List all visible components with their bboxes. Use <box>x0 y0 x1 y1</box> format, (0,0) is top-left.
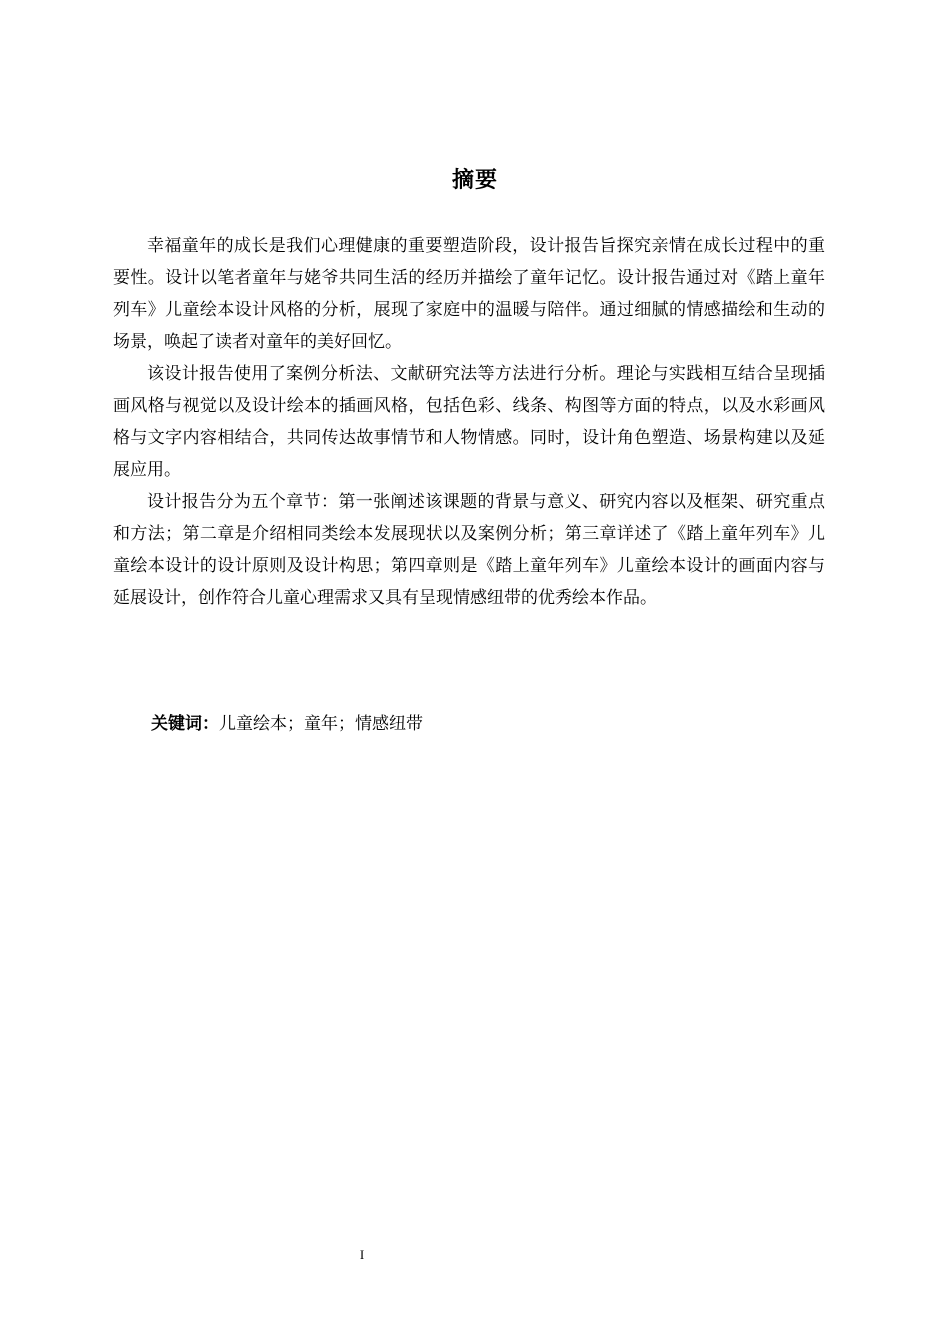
keywords-value: 儿童绘本；童年；情感纽带 <box>219 714 423 734</box>
keywords-line <box>151 709 423 739</box>
abstract-paragraph-2: 该设计报告使用了案例分析法、文献研究法等方法进行分析。理论与实践相互结合呈现插画风格与视觉以及设计绘本的插画风格，包括色彩、线条、构图等方面的特点，以及水彩画风格与文字内容相结合，共同传达故事情节和人物情感。同时，设计角色塑造、场景构建以及延展应用。 <box>113 364 825 480</box>
abstract-paragraph-3: 设计报告分为五个章节：第一张阐述该课题的背景与意义、研究内容以及框架、研究重点和方法；第二章是介绍相同类绘本发展现状以及案例分析；第三章详述了《踏上童年列车》儿童绘本设计的设计原则及设计构思；第四章则是《踏上童年列车》儿童绘本设计的画面内容与延展设计，创作符合儿童心理需求又具有呈现情感纽带的优秀绘本作品。 <box>113 492 825 608</box>
abstract-title: 摘要 <box>451 168 498 193</box>
abstract-paragraph-1: 幸福童年的成长是我们心理健康的重要塑造阶段，设计报告旨探究亲情在成长过程中的重要性。设计以笔者童年与姥爷共同生活的经历并描绘了童年记忆。设计报告通过对《踏上童年列车》儿童绘本设计风格的分析，展现了家庭中的温暖与陪伴。通过细腻的情感描绘和生动的场景，唤起了读者对童年的美好回忆。 <box>113 236 825 352</box>
keywords-label: 关键词： <box>151 714 219 734</box>
abstract-body <box>113 230 825 614</box>
page-number: I <box>359 1247 365 1262</box>
